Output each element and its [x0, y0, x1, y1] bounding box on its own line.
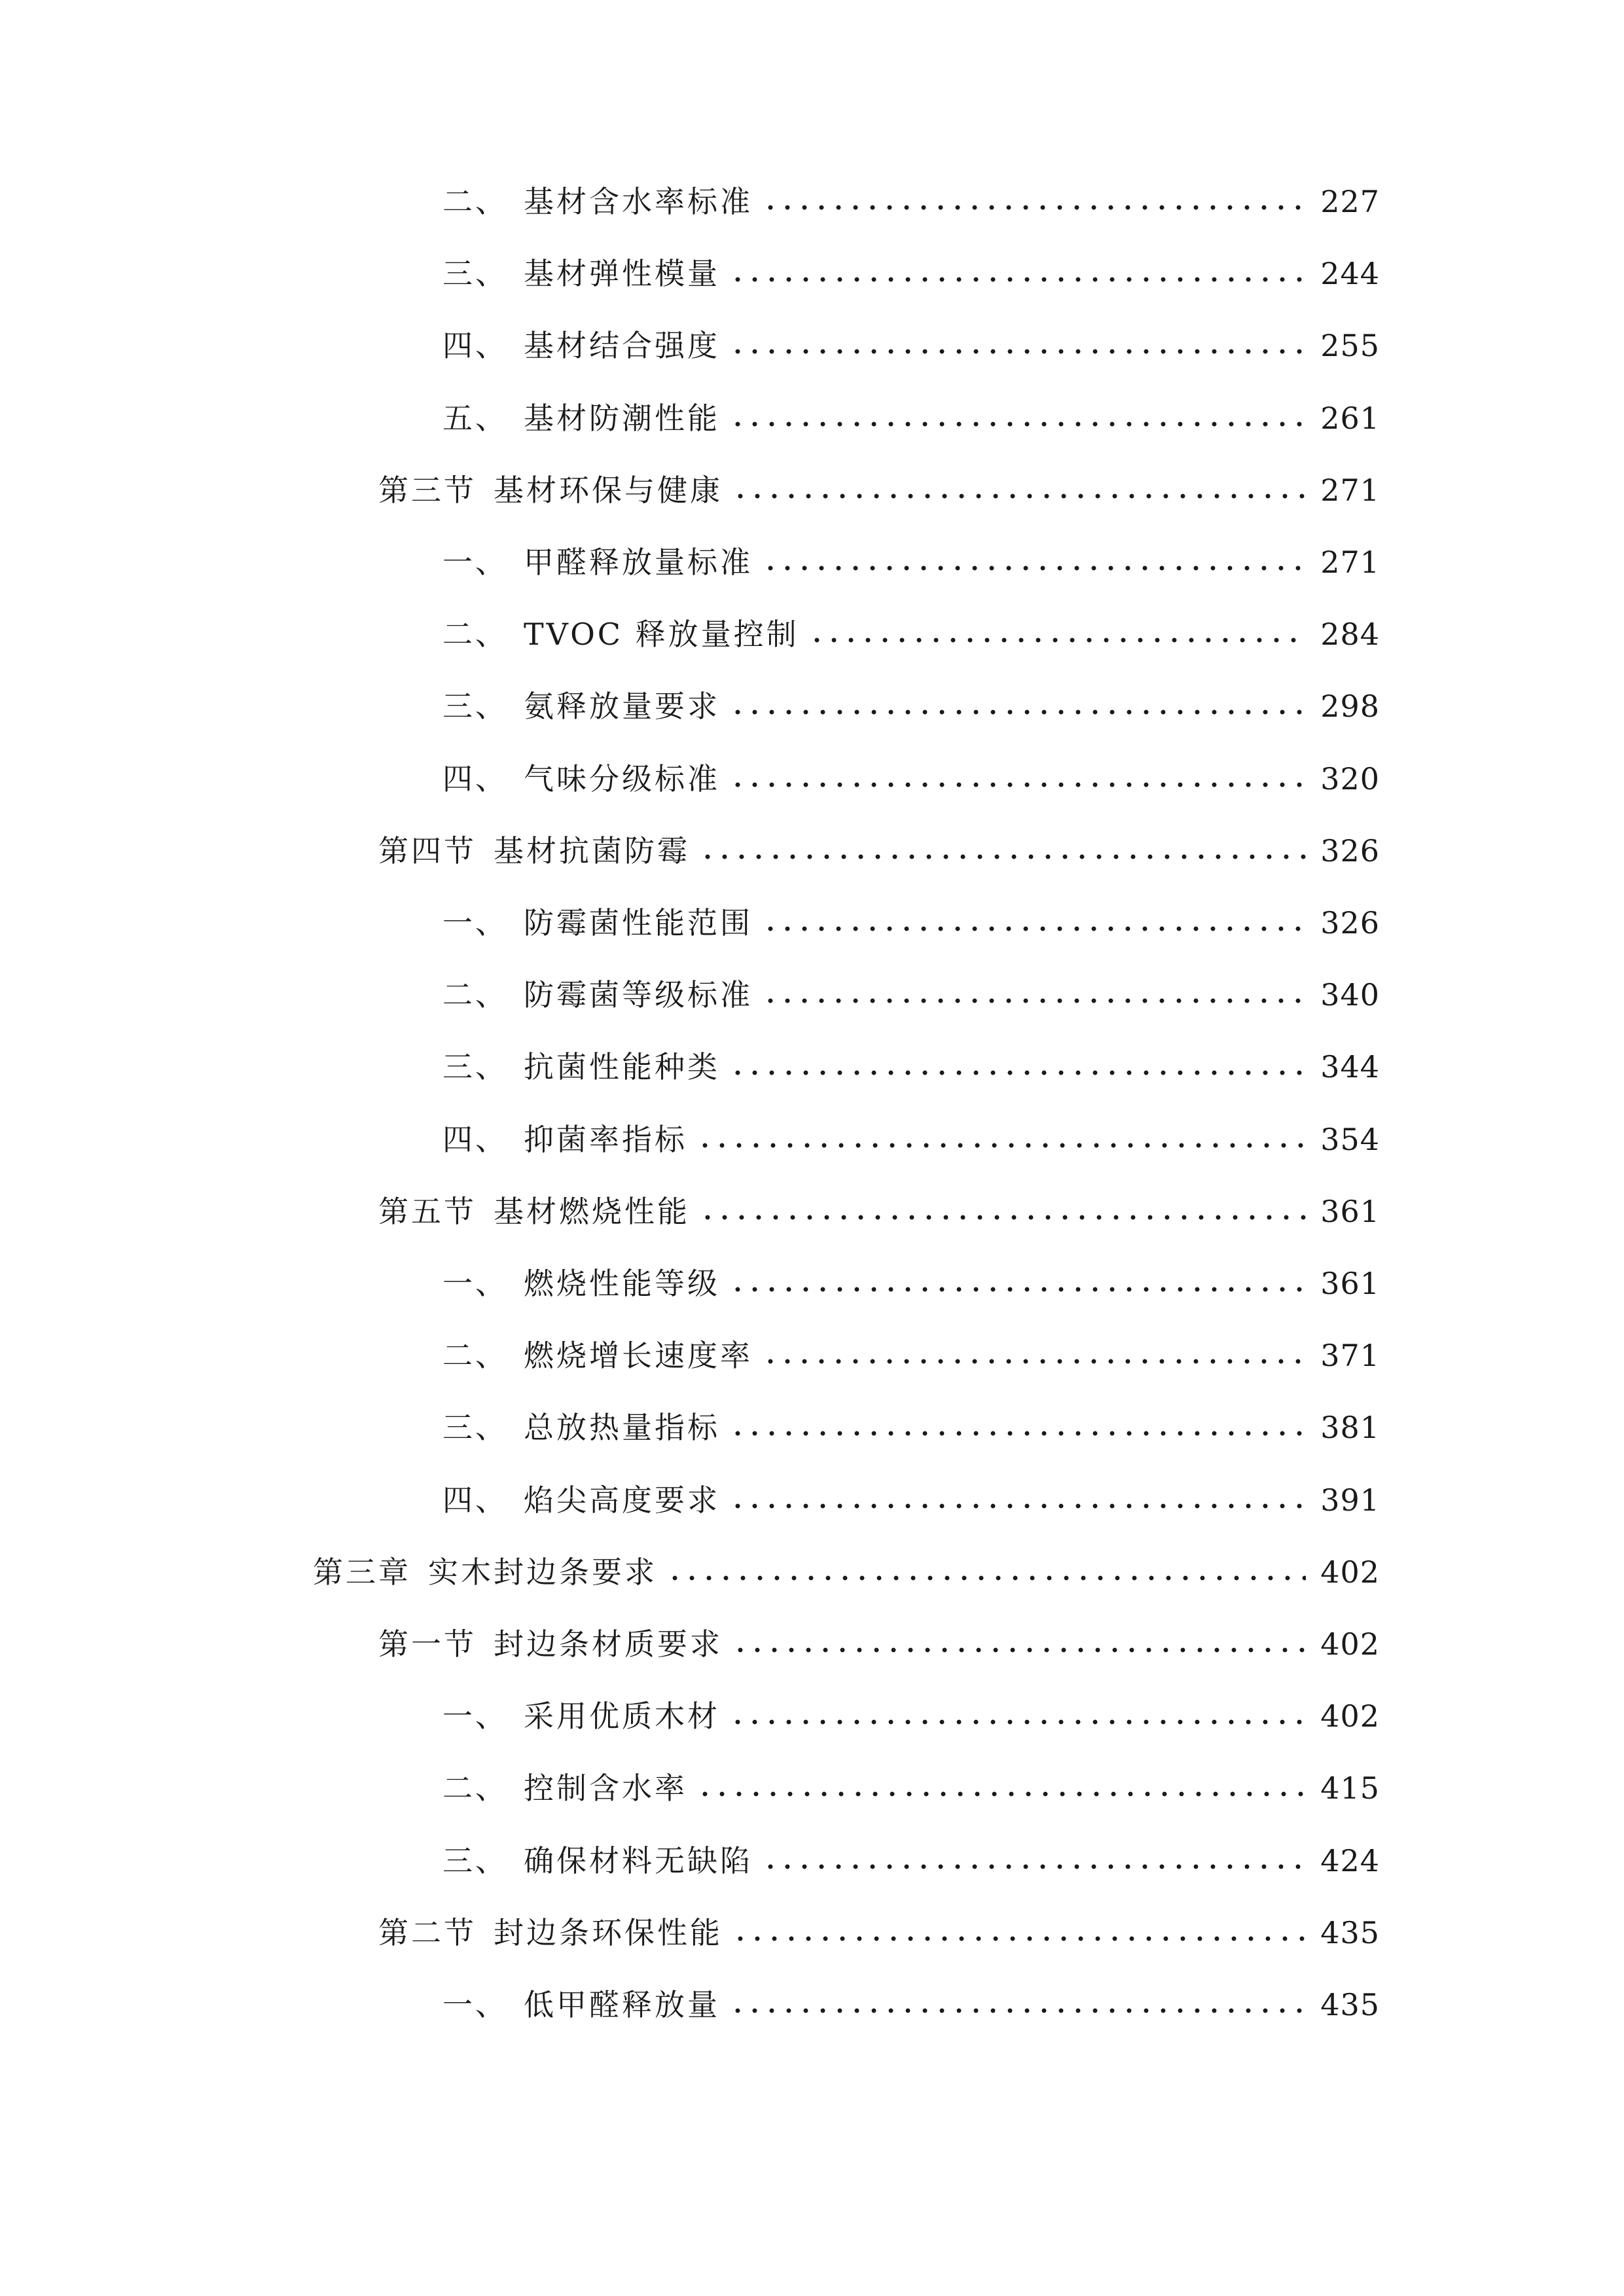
- toc-entry-page-number: 424: [1320, 1843, 1380, 1878]
- toc-entry-title: 实木封边条要求: [428, 1554, 657, 1590]
- toc-dot-leader: [808, 637, 1307, 643]
- toc-entry-page-number: 361: [1320, 1194, 1380, 1229]
- toc-entry-number: 三、: [442, 689, 508, 724]
- toc-entry-number: 四、: [442, 761, 508, 797]
- toc-entry-number: 三、: [442, 1049, 508, 1085]
- toc-entry-page-number: 255: [1320, 328, 1380, 363]
- toc-entry-page-number: 271: [1320, 545, 1380, 580]
- toc-subsection-entry[interactable]: [442, 1979, 1380, 2031]
- toc-dot-leader: [762, 998, 1306, 1003]
- toc-entry-page-number: 402: [1320, 1698, 1380, 1734]
- toc-entry-number: 二、: [442, 617, 508, 652]
- toc-subsection-entry[interactable]: [442, 608, 1380, 660]
- toc-entry-number: 一、: [442, 905, 508, 941]
- toc-dot-leader: [699, 1215, 1306, 1220]
- toc-entry-title: 燃烧增长速度率: [524, 1338, 753, 1373]
- toc-subsection-entry[interactable]: [442, 1474, 1380, 1526]
- toc-entry-page-number: 326: [1320, 833, 1380, 869]
- toc-subsection-entry[interactable]: [442, 1835, 1380, 1887]
- toc-dot-leader: [732, 1936, 1306, 1941]
- toc-entry-title: 基材结合强度: [524, 328, 720, 363]
- toc-entry-page-number: 271: [1320, 473, 1380, 508]
- toc-dot-leader: [729, 277, 1306, 282]
- toc-entry-page-number: 371: [1320, 1338, 1380, 1373]
- toc-subsection-entry[interactable]: [442, 1762, 1380, 1814]
- toc-entry-title: 基材含水率标准: [524, 184, 753, 219]
- toc-entry-title: TVOC 释放量控制: [524, 617, 799, 652]
- toc-entry-number: 四、: [442, 1482, 508, 1518]
- toc-entry-number: 二、: [442, 1338, 508, 1373]
- toc-entry-number: 第一节: [378, 1626, 477, 1662]
- toc-entry-page-number: 435: [1320, 1915, 1380, 1950]
- toc-dot-leader: [729, 2008, 1306, 2013]
- toc-subsection-entry[interactable]: [442, 1257, 1380, 1310]
- toc-entry-title: 总放热量指标: [524, 1410, 720, 1445]
- toc-section-entry[interactable]: [378, 1907, 1380, 1959]
- toc-section-entry[interactable]: [378, 464, 1380, 516]
- toc-entry-title: 基材弹性模量: [524, 256, 720, 291]
- toc-subsection-entry[interactable]: [442, 247, 1380, 300]
- toc-dot-leader: [699, 854, 1306, 859]
- toc-subsection-entry[interactable]: [442, 969, 1380, 1021]
- toc-entry-page-number: 298: [1320, 689, 1380, 724]
- toc-entry-page-number: 244: [1320, 256, 1380, 291]
- toc-dot-leader: [732, 1647, 1306, 1653]
- toc-entry-title: 确保材料无缺陷: [524, 1843, 753, 1878]
- toc-entry-title: 焰尖高度要求: [524, 1482, 720, 1518]
- toc-dot-leader: [762, 565, 1306, 571]
- toc-subsection-entry[interactable]: [442, 1113, 1380, 1166]
- toc-entry-title: 封边条环保性能: [494, 1915, 723, 1950]
- toc-entry-number: 三、: [442, 1410, 508, 1445]
- toc-entry-number: 第五节: [378, 1194, 477, 1229]
- toc-dot-leader: [762, 1864, 1306, 1869]
- toc-entry-title: 气味分级标准: [524, 761, 720, 797]
- toc-dot-leader: [696, 1143, 1306, 1148]
- toc-dot-leader: [666, 1575, 1306, 1581]
- toc-dot-leader: [732, 493, 1306, 499]
- toc-entry-page-number: 340: [1320, 977, 1380, 1013]
- toc-entry-number: 第四节: [378, 833, 477, 869]
- toc-entry-page-number: 261: [1320, 401, 1380, 436]
- toc-subsection-entry[interactable]: [442, 1041, 1380, 1093]
- toc-entry-title: 抑菌率指标: [524, 1122, 687, 1157]
- toc-entry-number: 二、: [442, 1770, 508, 1806]
- toc-entry-title: 防霉菌性能范围: [524, 905, 753, 941]
- toc-entry-number: 三、: [442, 256, 508, 291]
- toc-entry-page-number: 381: [1320, 1410, 1380, 1445]
- toc-dot-leader: [729, 349, 1306, 354]
- toc-entry-page-number: 344: [1320, 1049, 1380, 1085]
- toc-subsection-entry[interactable]: [442, 680, 1380, 732]
- toc-entry-number: 一、: [442, 545, 508, 580]
- toc-dot-leader: [729, 1431, 1306, 1436]
- toc-section-entry[interactable]: [378, 1185, 1380, 1238]
- toc-entry-number: 第三章: [313, 1554, 411, 1590]
- toc-entry-number: 三、: [442, 1843, 508, 1878]
- toc-entry-number: 一、: [442, 1266, 508, 1301]
- toc-subsection-entry[interactable]: [442, 1329, 1380, 1382]
- toc-entry-title: 燃烧性能等级: [524, 1266, 720, 1301]
- toc-subsection-entry[interactable]: [442, 392, 1380, 444]
- toc-entry-title: 防霉菌等级标准: [524, 977, 753, 1013]
- toc-entry-number: 二、: [442, 977, 508, 1013]
- toc-entry-number: 第二节: [378, 1915, 477, 1950]
- toc-entry-page-number: 415: [1320, 1770, 1380, 1806]
- toc-entry-title: 抗菌性能种类: [524, 1049, 720, 1085]
- toc-entry-title: 氨释放量要求: [524, 689, 720, 724]
- toc-dot-leader: [729, 422, 1306, 427]
- toc-entry-number: 五、: [442, 401, 508, 436]
- toc-entry-title: 封边条材质要求: [494, 1626, 723, 1662]
- toc-section-entry[interactable]: [378, 825, 1380, 877]
- toc-entry-number: 四、: [442, 328, 508, 363]
- toc-subsection-entry[interactable]: [442, 1690, 1380, 1742]
- toc-entry-title: 基材燃烧性能: [494, 1194, 690, 1229]
- toc-dot-leader: [729, 1070, 1306, 1075]
- toc-entry-page-number: 227: [1320, 184, 1380, 219]
- toc-entry-title: 采用优质木材: [524, 1698, 720, 1734]
- toc-entry-page-number: 391: [1320, 1482, 1380, 1518]
- toc-entry-page-number: 402: [1320, 1554, 1380, 1590]
- toc-entry-title: 甲醛释放量标准: [524, 545, 753, 580]
- toc-chapter-entry[interactable]: [313, 1546, 1380, 1598]
- toc-dot-leader: [762, 926, 1306, 931]
- toc-dot-leader: [729, 1719, 1306, 1725]
- toc-subsection-entry[interactable]: [442, 536, 1380, 588]
- toc-entry-number: 一、: [442, 1987, 508, 2022]
- toc-entry-page-number: 320: [1320, 761, 1380, 797]
- toc-dot-leader: [729, 1287, 1306, 1292]
- toc-entry-title: 基材防潮性能: [524, 401, 720, 436]
- toc-dot-leader: [729, 782, 1306, 787]
- toc-dot-leader: [762, 1359, 1306, 1364]
- toc-entry-page-number: 354: [1320, 1122, 1380, 1157]
- toc-subsection-entry[interactable]: [442, 319, 1380, 372]
- toc-dot-leader: [762, 205, 1306, 210]
- toc-entry-number: 二、: [442, 184, 508, 219]
- toc-entry-title: 控制含水率: [524, 1770, 687, 1806]
- toc-dot-leader: [729, 1503, 1306, 1509]
- toc-entry-page-number: 402: [1320, 1626, 1380, 1662]
- toc-subsection-entry[interactable]: [442, 175, 1380, 228]
- toc-subsection-entry[interactable]: [442, 897, 1380, 949]
- toc-entry-title: 基材抗菌防霉: [494, 833, 690, 869]
- toc-entry-page-number: 361: [1320, 1266, 1380, 1301]
- toc-entry-number: 一、: [442, 1698, 508, 1734]
- toc-dot-leader: [696, 1791, 1306, 1797]
- toc-entry-page-number: 435: [1320, 1987, 1380, 2022]
- toc-dot-leader: [729, 709, 1306, 715]
- toc-entry-number: 第三节: [378, 473, 477, 508]
- toc-section-entry[interactable]: [378, 1618, 1380, 1670]
- toc-entry-title: 低甲醛释放量: [524, 1987, 720, 2022]
- toc-subsection-entry[interactable]: [442, 1401, 1380, 1454]
- toc-entry-page-number: 326: [1320, 905, 1380, 941]
- toc-entry-page-number: 284: [1320, 617, 1380, 652]
- toc-subsection-entry[interactable]: [442, 753, 1380, 805]
- toc-entry-number: 四、: [442, 1122, 508, 1157]
- toc-entry-title: 基材环保与健康: [494, 473, 723, 508]
